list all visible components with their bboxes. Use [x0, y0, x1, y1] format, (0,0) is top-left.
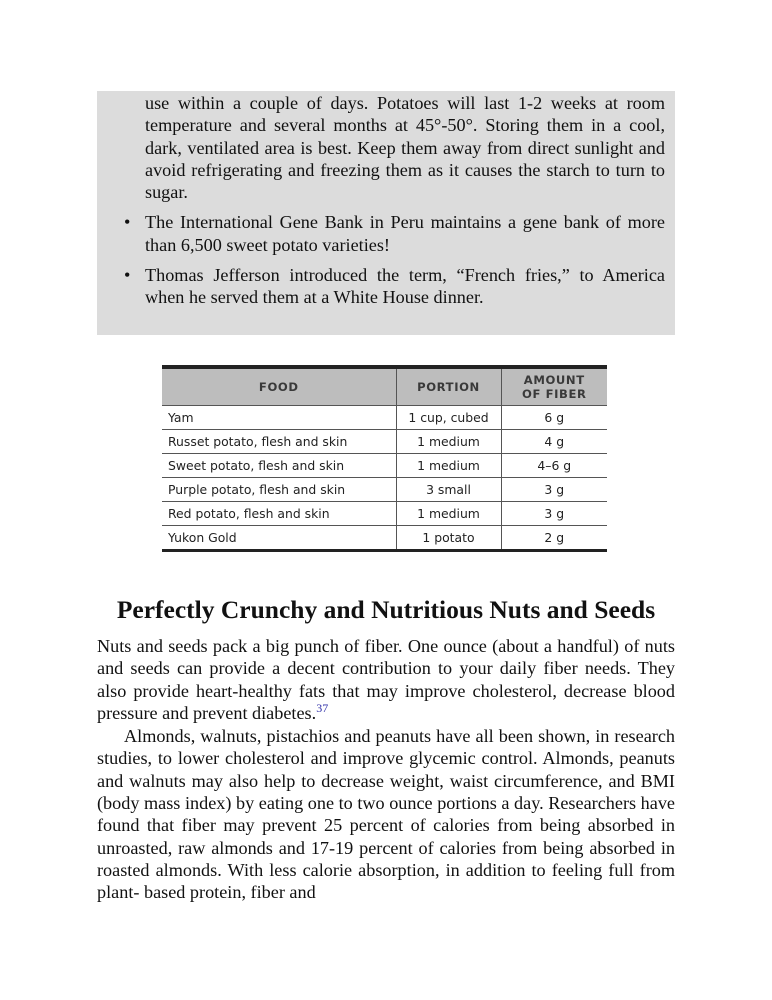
section-body: [97, 635, 675, 904]
sidebar-continuation-text: use within a couple of days. Potatoes will last 1-2 weeks at room temperature and several months at 45°-50°. Storing them in a cool, dark, ventilated area is best. Keep them away from direct sunlight and avoid refrigerating and freezing them as it causes the starch to turn to sugar.: [145, 93, 665, 203]
cell-fiber: 3 g: [501, 502, 607, 526]
header-fiber: [501, 367, 607, 406]
cell-portion: 1 cup, cubed: [396, 406, 501, 430]
paragraph-body: Almonds, walnuts, pistachios and peanuts have all been shown, in research studies, to lower cholesterol and improve glycemic control. Almonds, peanuts and walnuts may also help to decrease weight, waist circumference, and BMI (body mass index) by eating one to two ounce portions a day. Researchers have found that fiber may prevent 25 percent of calories from being absorbed in unroasted, raw almonds and 17-19 percent of calories from being absorbed in roasted almonds. With less calorie absorption, in addition to feeling full from plant- based protein, fiber and: [97, 726, 675, 903]
table-row: [162, 454, 607, 478]
paragraph-intro-text: Nuts and seeds pack a big punch of fiber. One ounce (about a handful) of nuts and seeds can provide a decent contribution to your daily fiber needs. They also provide heart-healthy fats that may improve cholesterol, decrease blood pressure and prevent diabetes.: [97, 636, 675, 723]
sidebar-bullet-text: The International Gene Bank in Peru maintains a gene bank of more than 6,500 sweet potato varieties!: [145, 212, 665, 255]
cell-fiber: 6 g: [501, 406, 607, 430]
table-row: [162, 430, 607, 454]
cell-fiber: 2 g: [501, 526, 607, 551]
cell-food: Purple potato, flesh and skin: [162, 478, 396, 502]
table-row: [162, 478, 607, 502]
table-row: [162, 406, 607, 430]
fun-facts-sidebar: [97, 91, 675, 335]
cell-portion: 3 small: [396, 478, 501, 502]
header-food: FOOD: [162, 367, 396, 406]
cell-portion: 1 medium: [396, 502, 501, 526]
cell-fiber: 4 g: [501, 430, 607, 454]
cell-food: Yam: [162, 406, 396, 430]
cell-portion: 1 medium: [396, 454, 501, 478]
table-header-row: [162, 367, 607, 406]
header-fiber-line1: AMOUNT: [523, 373, 585, 387]
cell-fiber: 4–6 g: [501, 454, 607, 478]
header-fiber-line2: OF FIBER: [521, 387, 587, 401]
cell-portion: 1 medium: [396, 430, 501, 454]
footnote-reference[interactable]: 37: [316, 700, 329, 715]
paragraph-intro: [97, 635, 675, 724]
cell-food: Yukon Gold: [162, 526, 396, 551]
sidebar-bullet-text: Thomas Jefferson introduced the term, “French fries,” to America when he served them at a White House dinner.: [145, 265, 665, 308]
cell-food: Red potato, flesh and skin: [162, 502, 396, 526]
bullet-icon: •: [124, 265, 131, 286]
cell-food: Sweet potato, flesh and skin: [162, 454, 396, 478]
bullet-icon: •: [124, 212, 131, 233]
section-heading: Perfectly Crunchy and Nutritious Nuts and Seeds: [116, 595, 656, 624]
table-row: [162, 526, 607, 551]
sidebar-bullet-item: [124, 211, 665, 256]
cell-portion: 1 potato: [396, 526, 501, 551]
table-row: [162, 502, 607, 526]
sidebar-bullet-item: [124, 264, 665, 309]
cell-fiber: 3 g: [501, 478, 607, 502]
cell-food: Russet potato, flesh and skin: [162, 430, 396, 454]
header-portion: PORTION: [396, 367, 501, 406]
potato-fiber-table: [162, 365, 607, 552]
sidebar-bullet-list: [124, 211, 665, 308]
